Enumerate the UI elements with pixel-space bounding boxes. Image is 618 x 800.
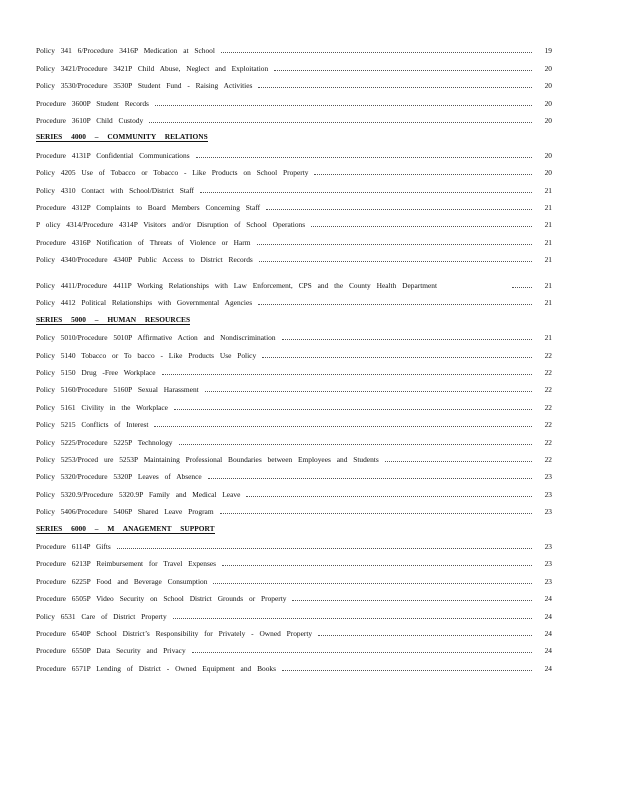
toc-page-number: 24 bbox=[544, 594, 552, 604]
toc-entry[interactable] bbox=[36, 73, 552, 90]
toc-entry[interactable] bbox=[36, 429, 552, 446]
toc-entry-title: Procedure 6505P Video Security on School District Grounds or Property bbox=[36, 594, 287, 604]
toc-entry-title: Policy 4205 Use of Tobacco or Tobacco - Like Products on School Property bbox=[36, 168, 309, 178]
toc-page-number: 23 bbox=[544, 507, 552, 517]
dot-leader bbox=[117, 548, 532, 549]
dot-leader bbox=[282, 670, 532, 671]
toc-page-number: 20 bbox=[544, 168, 552, 178]
toc-entry-title: Procedure 6550P Data Security and Privacy bbox=[36, 646, 186, 656]
toc-entry-title: Procedure 6225P Food and Beverage Consumption bbox=[36, 576, 208, 586]
dot-leader bbox=[221, 52, 532, 53]
toc-page-number: 22 bbox=[544, 368, 552, 378]
toc-page-number: 21 bbox=[544, 298, 552, 308]
series-heading bbox=[36, 125, 552, 142]
toc-entry-title: Policy 5406/Procedure 5406P Shared Leave Program bbox=[36, 507, 214, 517]
toc-page-number: 20 bbox=[544, 98, 552, 108]
toc-entry-title: Policy 5320.9/Procedure 5320.9P Family and Medical Leave bbox=[36, 489, 241, 499]
toc-entry[interactable] bbox=[36, 377, 552, 394]
toc-page-number: 24 bbox=[544, 628, 552, 638]
dot-leader bbox=[179, 444, 533, 445]
toc-page-number: 23 bbox=[544, 472, 552, 482]
toc-entry[interactable] bbox=[36, 142, 552, 159]
series-heading-text: SERIES 4000 – COMMUNITY RELATIONS bbox=[36, 132, 208, 142]
toc-entry[interactable] bbox=[36, 638, 552, 655]
toc-page-number: 21 bbox=[544, 202, 552, 212]
toc-entry-title: Policy 3530/Procedure 3530P Student Fund - Raising Activities bbox=[36, 81, 253, 91]
toc-page-number: 20 bbox=[544, 63, 552, 73]
dot-leader bbox=[282, 339, 532, 340]
dot-leader bbox=[258, 87, 532, 88]
toc-entry[interactable] bbox=[36, 655, 552, 672]
toc-entry[interactable] bbox=[36, 90, 552, 107]
toc-entry[interactable] bbox=[36, 464, 552, 481]
toc-entry[interactable] bbox=[36, 621, 552, 638]
toc-entry-title: Policy 4340/Procedure 4340P Public Access to District Records bbox=[36, 255, 253, 265]
toc-entry-title: Policy 5150 Drug -Free Workplace bbox=[36, 368, 156, 378]
toc-page-number: 24 bbox=[544, 646, 552, 656]
toc-entry[interactable] bbox=[36, 38, 552, 55]
toc-entry-title: Procedure 4312P Complaints to Board Members Concerning Staff bbox=[36, 202, 261, 212]
toc-entry-title: Policy 5225/Procedure 5225P Technology bbox=[36, 437, 173, 447]
toc-page-number: 21 bbox=[544, 237, 552, 247]
toc-entry-title: Procedure 4316P Notification of Threats of Violence or Harm bbox=[36, 237, 251, 247]
toc-entry[interactable] bbox=[36, 394, 552, 411]
dot-leader bbox=[314, 174, 532, 175]
toc-entry-title: Policy 5320/Procedure 5320P Leaves of Absence bbox=[36, 472, 202, 482]
toc-entry[interactable] bbox=[36, 360, 552, 377]
toc-entry-title: Policy 5161 Civility in the Workplace bbox=[36, 402, 168, 412]
toc-page-number: 24 bbox=[544, 611, 552, 621]
dot-leader bbox=[213, 583, 532, 584]
dot-leader bbox=[200, 192, 532, 193]
toc-entry-title: Procedure 3610P Child Custody bbox=[36, 115, 144, 125]
toc-entry[interactable] bbox=[36, 55, 552, 72]
dot-leader bbox=[149, 122, 532, 123]
toc-page-number: 23 bbox=[544, 559, 552, 569]
toc-entry[interactable] bbox=[36, 499, 552, 516]
series-heading bbox=[36, 307, 552, 324]
toc-page-number: 22 bbox=[544, 454, 552, 464]
dot-leader bbox=[173, 618, 532, 619]
dot-leader bbox=[205, 391, 532, 392]
toc-entry-title: Policy 5253/Proced ure 5253P Maintaining Professional Boundaries between Employees and Students bbox=[36, 454, 379, 464]
toc-entry[interactable] bbox=[36, 177, 552, 194]
toc-entry-title: Policy 4310 Contact with School/District Staff bbox=[36, 185, 195, 195]
toc-entry[interactable] bbox=[36, 412, 552, 429]
toc-entry[interactable] bbox=[36, 160, 552, 177]
toc-entry-title: Policy 6531 Care of District Property bbox=[36, 611, 167, 621]
toc-page-number: 24 bbox=[544, 663, 552, 673]
toc-entry-title: Policy 4411/Procedure 4411P Working Relationships with Law Enforcement, CPS and the County Health Department bbox=[36, 281, 438, 291]
toc-entry[interactable] bbox=[36, 603, 552, 620]
dot-leader bbox=[262, 357, 532, 358]
dot-leader bbox=[258, 304, 532, 305]
toc-entry[interactable] bbox=[36, 108, 552, 125]
dot-leader bbox=[274, 70, 532, 71]
dot-leader bbox=[220, 513, 532, 514]
series-heading-text: SERIES 5000 – HUMAN RESOURCES bbox=[36, 314, 191, 324]
toc-entry[interactable] bbox=[36, 551, 552, 568]
toc-page-number: 21 bbox=[544, 220, 552, 230]
dot-leader bbox=[162, 374, 532, 375]
toc-entry-title: Policy 3421/Procedure 3421P Child Abuse, Neglect and Exploitation bbox=[36, 63, 269, 73]
toc-entry-title: Policy 4412 Political Relationships with Governmental Agencies bbox=[36, 298, 253, 308]
dot-leader bbox=[246, 496, 532, 497]
toc-entry-title: Procedure 6213P Reimbursement for Travel Expenses bbox=[36, 559, 217, 569]
toc-entry[interactable] bbox=[36, 195, 552, 212]
toc-page-number: 21 bbox=[544, 255, 552, 265]
dot-leader bbox=[155, 105, 532, 106]
toc-entry[interactable] bbox=[36, 290, 552, 307]
dot-leader bbox=[512, 287, 532, 288]
toc-page-number: 22 bbox=[544, 350, 552, 360]
toc-entry[interactable] bbox=[36, 212, 552, 229]
toc-page-number: 19 bbox=[544, 46, 552, 56]
dot-leader bbox=[266, 209, 532, 210]
toc-entry[interactable] bbox=[36, 247, 552, 264]
toc-entry-title: Policy 341 6/Procedure 3416P Medication at School bbox=[36, 46, 215, 56]
toc-entry[interactable] bbox=[36, 534, 552, 551]
dot-leader bbox=[208, 478, 532, 479]
toc-page-number: 22 bbox=[544, 402, 552, 412]
toc-page-number: 20 bbox=[544, 150, 552, 160]
toc-entry-title: Policy 5160/Procedure 5160P Sexual Harassment bbox=[36, 385, 199, 395]
toc-entry-title: Procedure 3600P Student Records bbox=[36, 98, 149, 108]
toc-page-number: 23 bbox=[544, 489, 552, 499]
dot-leader bbox=[385, 461, 532, 462]
toc-entry[interactable] bbox=[36, 342, 552, 359]
dot-leader bbox=[192, 652, 532, 653]
toc-page-number: 22 bbox=[544, 420, 552, 430]
dot-leader bbox=[318, 635, 532, 636]
dot-leader bbox=[292, 600, 532, 601]
toc-entry-title: Procedure 6540P School District’s Responsibility for Privately - Owned Property bbox=[36, 628, 313, 638]
toc-page-number: 23 bbox=[544, 576, 552, 586]
toc-entry[interactable] bbox=[36, 447, 552, 464]
toc-entry-title: Procedure 6571P Lending of District - Owned Equipment and Books bbox=[36, 663, 276, 673]
dot-leader bbox=[259, 261, 532, 262]
toc-page-number: 23 bbox=[544, 541, 552, 551]
toc-entry-title: Policy 5140 Tobacco or To bacco - Like Products Use Policy bbox=[36, 350, 257, 360]
toc-entry[interactable] bbox=[36, 586, 552, 603]
toc-page-number: 20 bbox=[544, 81, 552, 91]
toc-page-number: 22 bbox=[544, 437, 552, 447]
toc-page-number: 21 bbox=[544, 185, 552, 195]
toc-page-number: 20 bbox=[544, 115, 552, 125]
toc-entry-title: Procedure 6114P Gifts bbox=[36, 541, 111, 551]
dot-leader bbox=[222, 565, 532, 566]
dot-leader bbox=[196, 157, 532, 158]
dot-leader bbox=[154, 426, 532, 427]
series-heading-text: SERIES 6000 – M ANAGEMENT SUPPORT bbox=[36, 523, 215, 533]
toc-page-number: 21 bbox=[544, 281, 552, 291]
series-heading bbox=[36, 516, 552, 533]
table-of-contents bbox=[36, 38, 552, 673]
toc-entry[interactable] bbox=[36, 325, 552, 342]
toc-entry[interactable] bbox=[36, 264, 552, 290]
dot-leader bbox=[174, 409, 532, 410]
toc-page-number: 21 bbox=[544, 333, 552, 343]
dot-leader bbox=[257, 244, 533, 245]
toc-entry-title: Policy 5010/Procedure 5010P Affirmative Action and Nondiscrimination bbox=[36, 333, 276, 343]
toc-entry[interactable] bbox=[36, 481, 552, 498]
toc-entry[interactable] bbox=[36, 568, 552, 585]
toc-page-number: 22 bbox=[544, 385, 552, 395]
toc-entry-title: Procedure 4131P Confidential Communications bbox=[36, 150, 190, 160]
toc-entry-title: P olicy 4314/Procedure 4314P Visitors and/or Disruption of School Operations bbox=[36, 220, 306, 230]
dot-leader bbox=[311, 226, 532, 227]
toc-entry[interactable] bbox=[36, 229, 552, 246]
toc-entry-title: Policy 5215 Conflicts of Interest bbox=[36, 420, 149, 430]
